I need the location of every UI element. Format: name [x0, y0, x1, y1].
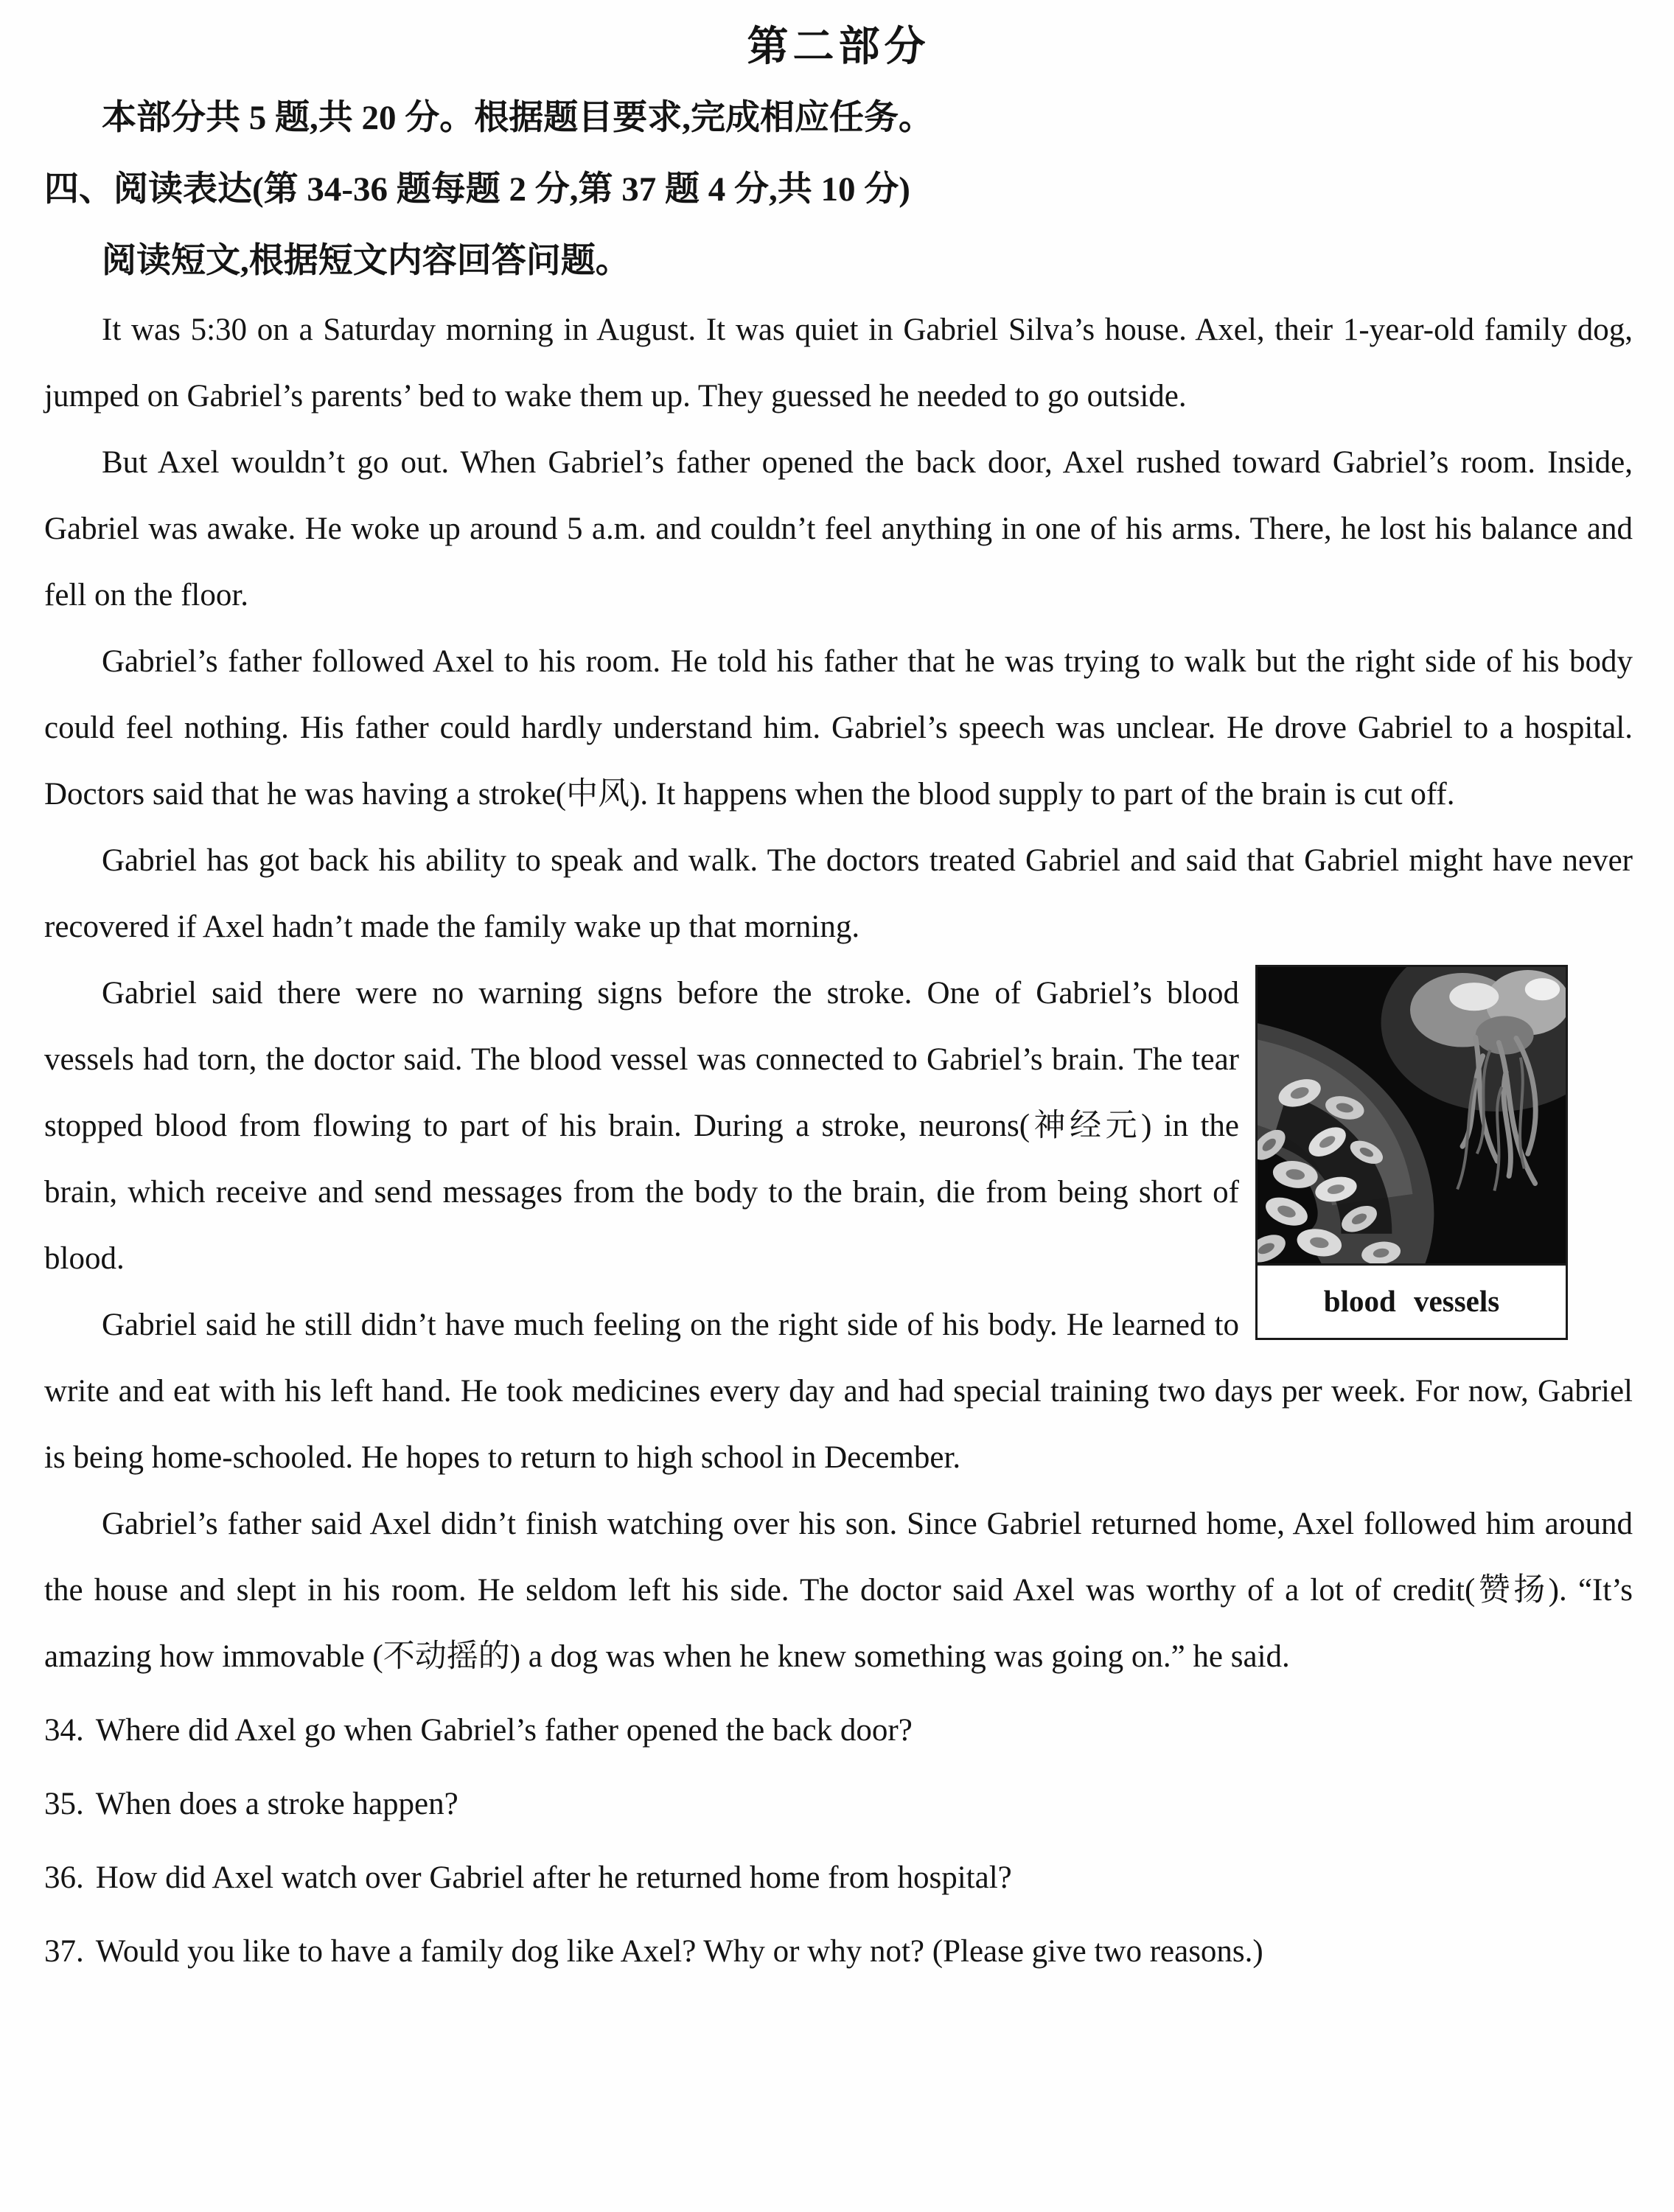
passage-paragraph-2 [44, 430, 1633, 629]
reading-passage [44, 297, 1633, 1690]
passage-paragraph-7 [44, 1491, 1633, 1690]
paragraph-text: It was 5:30 on a Saturday morning in August. It was quiet in Gabriel Silva’s house. Axel, their 1-year-old family dog, jumped on Gabriel’s parents’ bed to wake them up. They guessed he needed to go outside. [44, 313, 1633, 414]
blood-vessels-image [1255, 965, 1568, 1266]
paragraph-text: Gabriel said he still didn’t have much feeling on the right side of his body. He learned to write and eat with his left hand. He took medicines every day and had special training two days per week. For now, Gabriel is being home-schooled. He hopes to return to high school in December. [44, 1308, 1633, 1475]
part-title: 第二部分 [747, 24, 930, 70]
passage-paragraph-1 [44, 297, 1633, 430]
question-number: 35. [44, 1787, 84, 1821]
reading-instruction: 阅读短文,根据短文内容回答问题。 [102, 242, 630, 280]
figure-caption: blood vessels [1255, 1263, 1568, 1340]
paragraph-text: Gabriel’s father followed Axel to his room. He told his father that he was trying to walk but the right side of his body could feel nothing. His father could hardly understand him. Gabriel’s speech was unclear. He drove Gabriel to a hospital. Doctors said that he was having a stroke(中风). It happens when the blood supply to part of the brain is cut off. [44, 644, 1633, 812]
question-text: Where did Axel go when Gabriel’s father opened the back door? [95, 1713, 913, 1748]
blood-vessels-figure [1255, 965, 1568, 1340]
section-intro: 本部分共 5 题,共 20 分。根据题目要求,完成相应任务。 [102, 99, 933, 137]
question-number: 36. [44, 1860, 84, 1895]
question-35 [44, 1771, 1633, 1838]
paragraph-text: But Axel wouldn’t go out. When Gabriel’s father opened the back door, Axel rushed toward Gabriel’s room. Inside, Gabriel was awake. He woke up around 5 a.m. and couldn’t feel anything in one of his arms. There, he lost his balance and fell on the floor. [44, 445, 1633, 613]
paragraph-text: Gabriel said there were no warning signs before the stroke. One of Gabriel’s blood vessels had torn, the doctor said. The blood vessel was connected to Gabriel’s brain. The tear stopped blood from flowing to part of his brain. During a stroke, neurons(神经元) in the brain, which receive and send messages from the body to the brain, die from being short of blood. [44, 976, 1239, 1276]
question-text: Would you like to have a family dog like Axel? Why or why not? (Please give two reasons.) [95, 1934, 1263, 1969]
paragraph-text: Gabriel’s father said Axel didn’t finish watching over his son. Since Gabriel returned home, Axel followed him around the house and slept in his room. He seldom left his side. The doctor said Axel was worthy of a lot of credit(赞扬). “It’s amazing how immovable (不动摇的) a dog was when he knew something was going on.” he said. [44, 1507, 1633, 1674]
question-list [44, 1698, 1633, 1985]
passage-paragraph-5 [44, 960, 1633, 1318]
blood-vessels-illustration [1258, 967, 1566, 1263]
passage-paragraph-4 [44, 828, 1633, 960]
paragraph-text: Gabriel has got back his ability to speak and walk. The doctors treated Gabriel and said that Gabriel might have never recovered if Axel hadn’t made the family wake up that morning. [44, 843, 1633, 944]
question-text: When does a stroke happen? [95, 1787, 458, 1821]
question-number: 34. [44, 1713, 84, 1748]
question-number: 37. [44, 1934, 84, 1969]
question-34 [44, 1698, 1633, 1764]
passage-paragraph-3 [44, 629, 1633, 828]
question-36 [44, 1845, 1633, 1911]
question-text: How did Axel watch over Gabriel after he returned home from hospital? [95, 1860, 1012, 1895]
question-37 [44, 1919, 1633, 1985]
section-heading: 四、阅读表达(第 34-36 题每题 2 分,第 37 题 4 分,共 10 分) [44, 170, 910, 209]
